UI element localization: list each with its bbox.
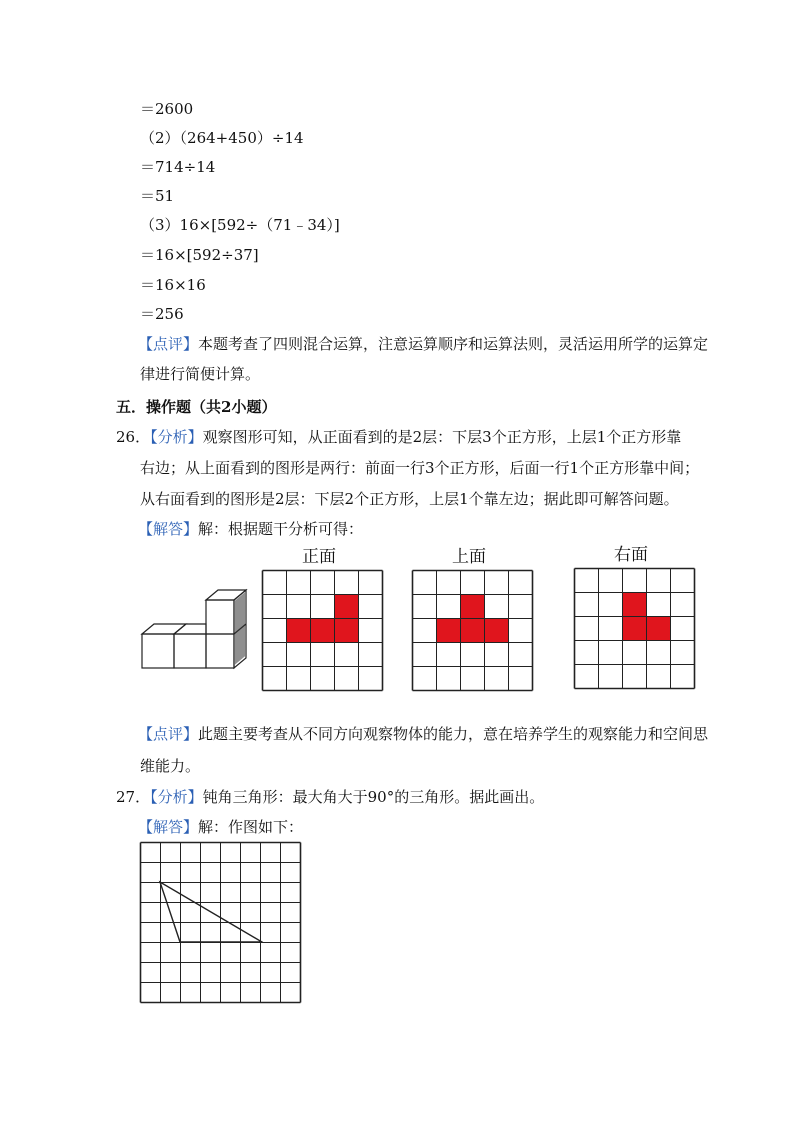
- cube-figure: [138, 590, 248, 670]
- analysis-tag: 【分析】: [150, 428, 203, 446]
- calc-line: ＝256: [140, 305, 184, 323]
- section-title: 五．操作题（共2小题）: [116, 398, 277, 416]
- calc-line: ＝2600: [140, 100, 194, 118]
- filled-square: [437, 619, 460, 642]
- front-view-grid: [262, 570, 382, 692]
- calc-line: ＝16×16: [140, 276, 206, 294]
- question-27-analysis: [116, 787, 544, 807]
- filled-square: [485, 619, 508, 642]
- filled-square: [287, 619, 310, 642]
- calc-line: ＝51: [140, 187, 175, 205]
- analysis-text: 观察图形可知，从正面看到的是2层：下层3个正方形，上层1个正方形靠: [202, 428, 682, 446]
- top-view-label: 上面: [452, 547, 486, 567]
- analysis-text: 钝角三角形：最大角大于90°的三角形。据此画出。: [202, 788, 545, 806]
- calc-line: （3）16×[592÷（71﹣34）]: [140, 216, 340, 234]
- analysis-line: 从右面看到的图形是2层：下层2个正方形，上层1个靠左边；据此即可解答问题。: [140, 490, 679, 508]
- comment-tag: 【点评】: [138, 335, 199, 353]
- filled-square: [623, 617, 646, 640]
- question-number: 27．: [116, 788, 151, 806]
- comment-text: 本题考查了四则混合运算，注意运算顺序和运算法则，灵活运用所学的运算定: [198, 335, 709, 353]
- front-view-label: 正面: [302, 547, 336, 567]
- filled-square: [335, 595, 358, 618]
- answer-text: 解：根据题干分析可得：: [198, 520, 364, 538]
- analysis-line: 右边；从上面看到的图形是两行：前面一行3个正方形，后面一行1个正方形靠中间；: [140, 459, 700, 477]
- calc-line: （2）（264+450）÷14: [140, 129, 304, 147]
- right-view-label: 右面: [614, 545, 648, 565]
- comment-line: 律进行简便计算。: [140, 365, 261, 383]
- right-view-grid: [574, 568, 696, 690]
- comment-text: 此题主要考查从不同方向观察物体的能力，意在培养学生的观察能力和空间思: [198, 725, 709, 743]
- calc-line: ＝714÷14: [140, 158, 216, 176]
- filled-square: [311, 619, 334, 642]
- top-view-grid: [412, 570, 534, 692]
- filled-square: [647, 617, 670, 640]
- calc-line: ＝16×[592÷37]: [140, 246, 259, 264]
- answer-tag: 【解答】: [138, 520, 199, 538]
- comment-line: 维能力。: [140, 757, 201, 775]
- answer-line: [138, 519, 363, 539]
- filled-square: [623, 593, 646, 616]
- comment-tag: 【点评】: [138, 725, 199, 743]
- filled-square: [461, 595, 484, 618]
- answer-tag: 【解答】: [138, 818, 199, 836]
- triangle-grid: [140, 842, 302, 1002]
- comment-line: [138, 334, 708, 354]
- answer-line: [138, 817, 303, 837]
- answer-text: 解：作图如下：: [198, 818, 304, 836]
- question-number: 26．: [116, 428, 151, 446]
- analysis-tag: 【分析】: [150, 788, 203, 806]
- comment-line: [138, 724, 708, 744]
- filled-square: [461, 619, 484, 642]
- filled-square: [335, 619, 358, 642]
- question-26-analysis: [116, 427, 681, 447]
- obtuse-triangle: [160, 882, 262, 942]
